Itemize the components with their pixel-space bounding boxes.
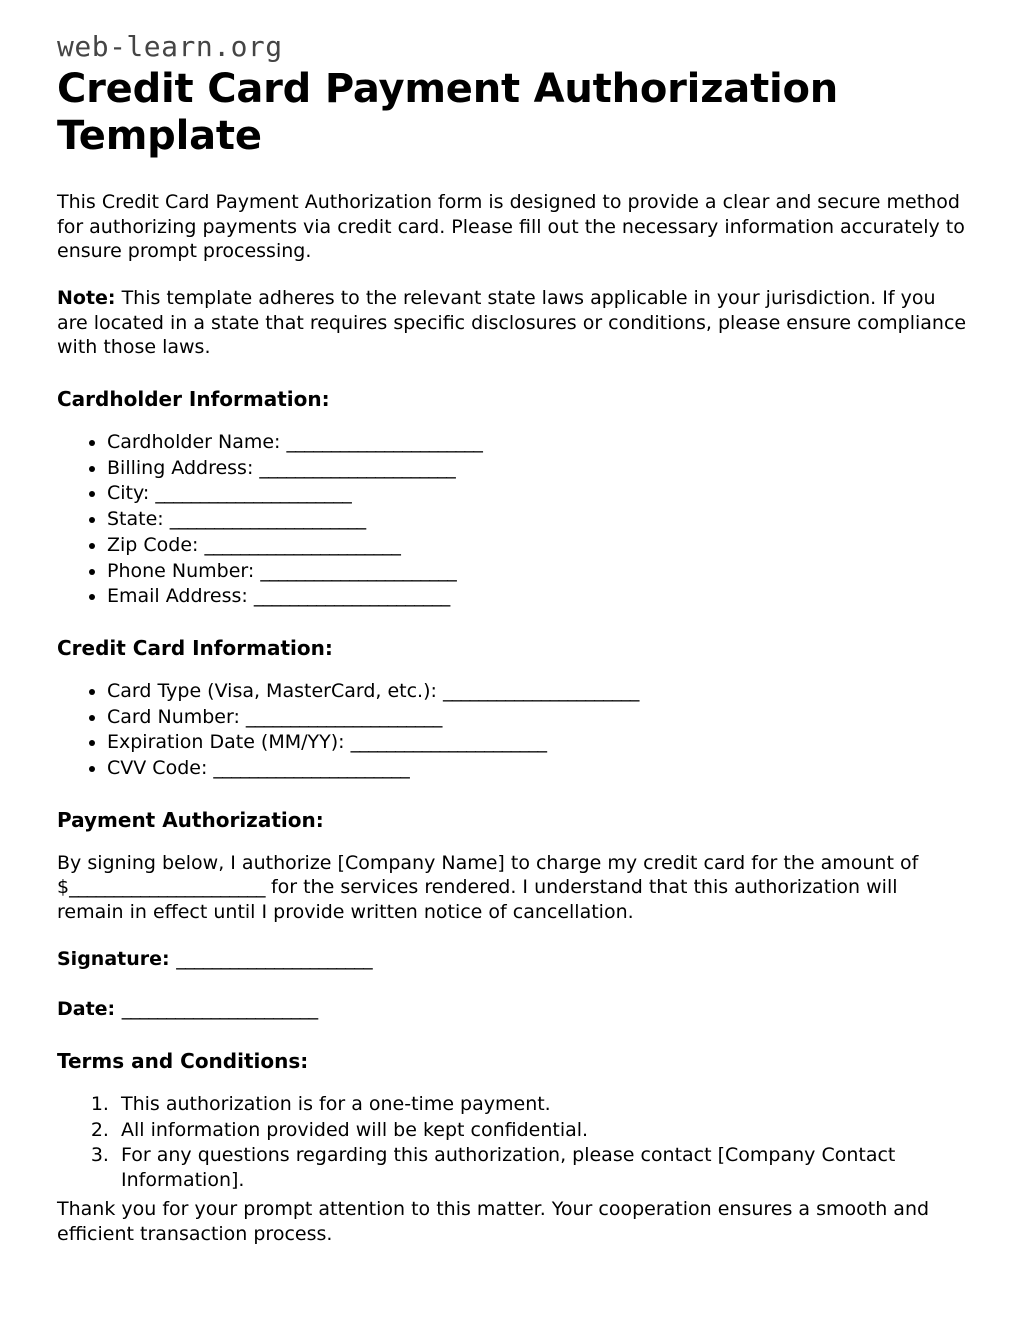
list-item bbox=[107, 756, 968, 781]
field-blank[interactable]: ______________________ bbox=[169, 508, 366, 531]
field-label: Zip Code: bbox=[107, 533, 205, 556]
field-blank[interactable]: ______________________ bbox=[155, 482, 352, 505]
field-blank[interactable]: ______________________ bbox=[213, 756, 410, 779]
date-line bbox=[57, 997, 968, 1022]
page-title: Credit Card Payment Authorization Template bbox=[57, 65, 839, 159]
field-label: Cardholder Name: bbox=[107, 431, 287, 454]
field-blank[interactable]: ______________________ bbox=[286, 431, 483, 454]
amount-blank[interactable]: ______________________ bbox=[69, 876, 265, 899]
list-item bbox=[107, 679, 968, 704]
section-heading-payment-authorization: Payment Authorization: bbox=[57, 807, 324, 832]
field-label: Card Type (Visa, MasterCard, etc.): bbox=[107, 679, 443, 702]
signature-blank[interactable]: ______________________ bbox=[176, 947, 373, 970]
credit-card-field-list bbox=[57, 679, 968, 781]
note-text: This template adheres to the relevant state laws applicable in your jurisdiction. If you are located in a state that requires specific disclosures or conditions, please ensure compliance with those laws. bbox=[57, 287, 967, 359]
date-blank[interactable]: ______________________ bbox=[121, 998, 318, 1021]
field-label: CVV Code: bbox=[107, 756, 214, 779]
section-heading-terms: Terms and Conditions: bbox=[57, 1049, 309, 1074]
list-item: 1. This authorization is for a one-time payment. bbox=[115, 1092, 968, 1117]
field-blank[interactable]: ______________________ bbox=[350, 731, 547, 754]
note-paragraph bbox=[57, 286, 968, 360]
field-label: Email Address: bbox=[107, 585, 254, 608]
list-item bbox=[107, 533, 968, 558]
list-item bbox=[107, 507, 968, 532]
field-label: Expiration Date (MM/YY): bbox=[107, 731, 351, 754]
authorization-text-before: By signing below, I authorize [Company Name] to charge my credit card for the amount of $ bbox=[57, 851, 919, 899]
field-blank[interactable]: ______________________ bbox=[245, 705, 442, 728]
authorization-text-after: for the services rendered. I understand that this authorization will remain in effect until I provide written notice of cancellation. bbox=[57, 876, 898, 924]
list-item bbox=[107, 481, 968, 506]
field-label: Card Number: bbox=[107, 705, 246, 728]
list-item: 2. All information provided will be kept confidential. bbox=[115, 1118, 968, 1143]
list-item: 3. For any questions regarding this authorization, please contact [Company Contact Information]. bbox=[115, 1143, 968, 1192]
field-blank[interactable]: ______________________ bbox=[259, 456, 456, 479]
note-label: Note: bbox=[57, 287, 116, 310]
signature-label: Signature: bbox=[57, 947, 177, 970]
field-blank[interactable]: ______________________ bbox=[204, 533, 401, 556]
list-item bbox=[107, 584, 968, 609]
list-item bbox=[107, 730, 968, 755]
terms-list bbox=[57, 1092, 968, 1193]
signature-line bbox=[57, 947, 968, 972]
list-item bbox=[107, 705, 968, 730]
cardholder-field-list bbox=[57, 430, 968, 609]
section-heading-cardholder: Cardholder Information: bbox=[57, 387, 330, 412]
list-item bbox=[107, 456, 968, 481]
list-item bbox=[107, 559, 968, 584]
intro-paragraph: This Credit Card Payment Authorization form is designed to provide a clear and secure method for authorizing payments via credit card. Please fill out the necessary information accurately to ensure prompt processing. bbox=[57, 190, 965, 263]
field-label: Billing Address: bbox=[107, 456, 260, 479]
field-label: State: bbox=[107, 508, 170, 531]
field-blank[interactable]: ______________________ bbox=[253, 585, 450, 608]
closing-paragraph: Thank you for your prompt attention to this matter. Your cooperation ensures a smooth and efficient transaction process. bbox=[57, 1197, 930, 1245]
authorization-paragraph bbox=[57, 851, 968, 925]
date-label: Date: bbox=[57, 998, 122, 1021]
site-logo: web-learn.org bbox=[57, 30, 283, 63]
field-label: Phone Number: bbox=[107, 559, 261, 582]
list-item bbox=[107, 430, 968, 455]
field-blank[interactable]: ______________________ bbox=[442, 679, 639, 702]
field-blank[interactable]: ______________________ bbox=[260, 559, 457, 582]
section-heading-credit-card: Credit Card Information: bbox=[57, 635, 333, 660]
field-label: City: bbox=[107, 482, 156, 505]
